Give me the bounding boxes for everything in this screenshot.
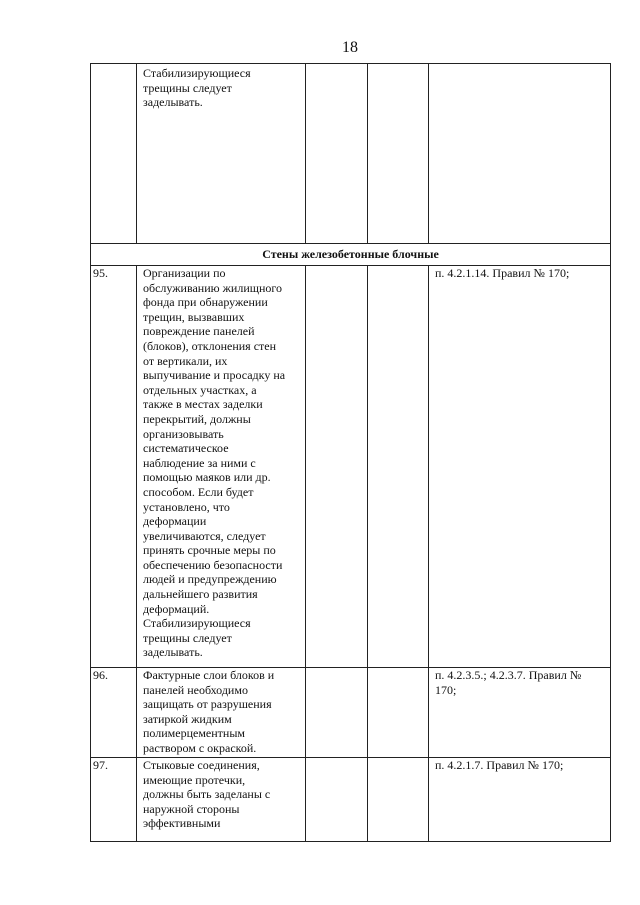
empty-cell [306, 668, 368, 758]
row-number: 97. [91, 758, 137, 842]
requirement-text: Организации по обслуживанию жилищного фонда при обнаружении трещин, вызвавших повреждение панелей (блоков), отклонения стен от вертикали, их выпучивание и просадку на отдельных участках, а также в местах заделки перекрытий, должны организовывать систематическое наблюдение за ними с помощью маяков или др. способом. Если будет установлено, что деформации увеличиваются, следует принять срочные меры по обеспечению безопасности людей и предупреждению дальнейшего развития деформаций. Стабилизирующиеся трещины следует заделывать. [143, 266, 286, 660]
requirement-text-cell [137, 668, 306, 758]
requirement-text: Фактурные слои блоков и панелей необходимо защищать от разрушения затиркой жидким полимерцементным раствором с окраской. [143, 668, 275, 755]
section-title: Стены железобетонные блочные [91, 244, 611, 266]
reference-cell [429, 266, 611, 668]
empty-cell [306, 758, 368, 842]
row-number: 96. [91, 668, 137, 758]
requirement-text: Стабилизирующиеся трещины следует заделывать. [143, 66, 251, 110]
reference-cell [429, 668, 611, 758]
empty-cell [306, 64, 368, 244]
requirement-text-cell [137, 64, 306, 244]
empty-cell [368, 758, 429, 842]
table-row [91, 758, 611, 842]
reference-text: п. 4.2.1.14. Правил № 170; [435, 266, 570, 280]
reference-cell [429, 758, 611, 842]
reference-cell [429, 64, 611, 244]
reference-text: п. 4.2.3.5.; 4.2.3.7. Правил № 170; [435, 668, 582, 697]
table-row [91, 266, 611, 668]
section-header-row [91, 244, 611, 266]
empty-cell [368, 64, 429, 244]
requirements-table [90, 63, 611, 842]
table-row [91, 668, 611, 758]
table-row-continuation [91, 64, 611, 244]
requirement-text-cell [137, 758, 306, 842]
row-number-cell [91, 64, 137, 244]
page-number: 18 [342, 39, 358, 56]
empty-cell [368, 266, 429, 668]
reference-text: п. 4.2.1.7. Правил № 170; [435, 758, 564, 772]
requirement-text-cell [137, 266, 306, 668]
empty-cell [368, 668, 429, 758]
row-number: 95. [91, 266, 137, 668]
empty-cell [306, 266, 368, 668]
requirement-text: Стыковые соединения, имеющие протечки, должны быть заделаны с наружной стороны эффективными [143, 758, 271, 831]
